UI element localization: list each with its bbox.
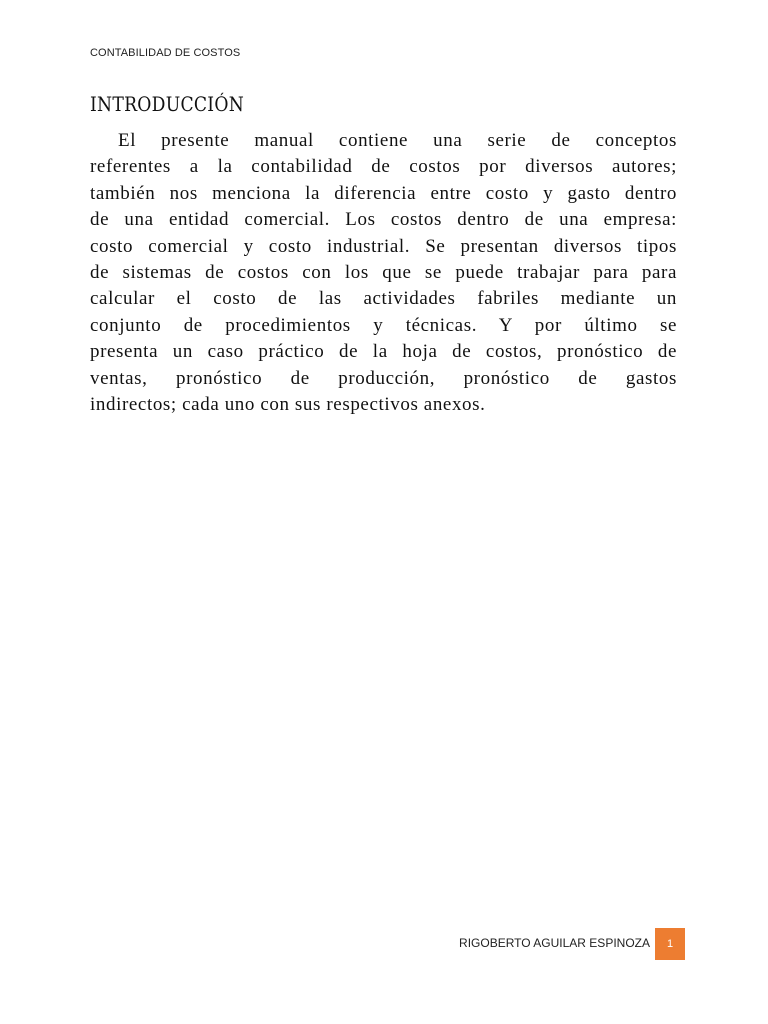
paragraph-line: indirectos; cada uno con sus respectivos anexos. [90,393,486,415]
paragraph-line: ventas, pronóstico de producción, pronóstico de gastos [90,367,677,389]
paragraph-line: de sistemas de costos con los que se puede trabajar para para [90,261,677,283]
paragraph-line: conjunto de procedimientos y técnicas. Y por último se [90,314,677,336]
paragraph-line: El presente manual contiene una serie de conceptos [118,130,677,151]
running-header: CONTABILIDAD DE COSTOS [90,47,241,59]
section-title: INTRODUCCIÓN [90,92,245,116]
footer-author: RIGOBERTO AGUILAR ESPINOZA [459,936,650,950]
body-paragraph [90,128,677,418]
page-number-badge: 1 [655,928,685,960]
paragraph-line: referentes a la contabilidad de costos por diversos autores; [90,156,677,178]
paragraph-line: costo comercial y costo industrial. Se presentan diversos tipos [90,235,677,257]
paragraph-line: de una entidad comercial. Los costos dentro de una empresa: [90,209,677,231]
paragraph-line: presenta un caso práctico de la hoja de costos, pronóstico de [90,341,677,363]
paragraph-line: calcular el costo de las actividades fabriles mediante un [90,288,677,310]
paragraph-line: también nos menciona la diferencia entre costo y gasto dentro [90,182,677,204]
